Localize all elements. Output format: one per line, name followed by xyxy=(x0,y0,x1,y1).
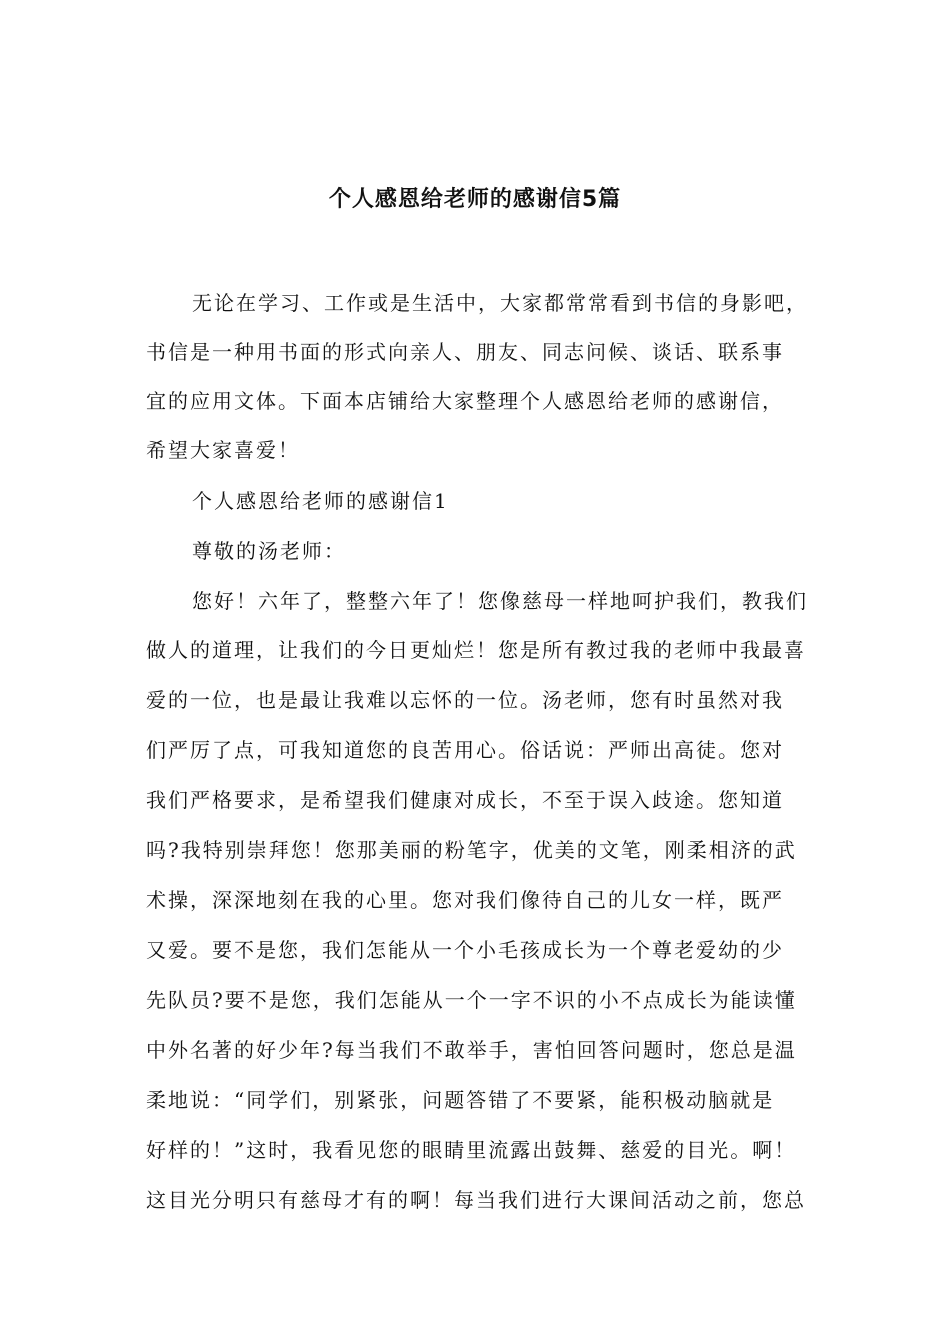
salutation: 尊敬的汤老师： xyxy=(192,539,346,563)
body-line: 宜的应用文体。下面本店铺给大家整理个人感恩给老师的感谢信， xyxy=(146,389,784,413)
body-line: 柔地说：“同学们，别紧张，问题答错了不要紧，能积极动脑就是 xyxy=(146,1088,775,1112)
body-line: 又爱。要不是您，我们怎能从一个小毛孩成长为一个尊老爱幼的少 xyxy=(146,938,784,962)
section-heading: 个人感恩给老师的感谢信1 xyxy=(192,489,449,513)
body-line: 无论在学习、工作或是生活中，大家都常常看到书信的身影吧， xyxy=(192,291,808,315)
document-title: 个人感恩给老师的感谢信5篇 xyxy=(328,187,622,212)
body-line: 术操，深深地刻在我的心里。您对我们像待自己的儿女一样，既严 xyxy=(146,888,784,912)
body-line: 做人的道理，让我们的今日更灿烂！您是所有教过我的老师中我最喜 xyxy=(146,638,806,662)
body-line: 中外名著的好少年?每当我们不敢举手，害怕回答问题时，您总是温 xyxy=(146,1038,797,1062)
body-line: 书信是一种用书面的形式向亲人、朋友、同志问候、谈话、联系事 xyxy=(146,340,784,364)
body-line: 们严厉了点，可我知道您的良苦用心。俗话说：严师出高徒。您对 xyxy=(146,738,784,762)
body-line: 您好！六年了，整整六年了！您像慈母一样地呵护我们，教我们 xyxy=(192,589,808,613)
body-line: 吗?我特别崇拜您！您那美丽的粉笔字，优美的文笔，刚柔相济的武 xyxy=(146,838,797,862)
body-line: 爱的一位，也是最让我难以忘怀的一位。汤老师，您有时虽然对我 xyxy=(146,688,784,712)
body-line: 我们严格要求，是希望我们健康对成长，不至于误入歧途。您知道 xyxy=(146,788,784,812)
body-line: 先队员?要不是您，我们怎能从一个一字不识的小不点成长为能读懂 xyxy=(146,988,797,1012)
body-line: 希望大家喜爱！ xyxy=(146,438,300,462)
body-line: 好样的！”这时，我看见您的眼睛里流露出鼓舞、慈爱的目光。啊！ xyxy=(146,1138,797,1162)
body-line: 这目光分明只有慈母才有的啊！每当我们进行大课间活动之前，您总 xyxy=(146,1188,806,1212)
